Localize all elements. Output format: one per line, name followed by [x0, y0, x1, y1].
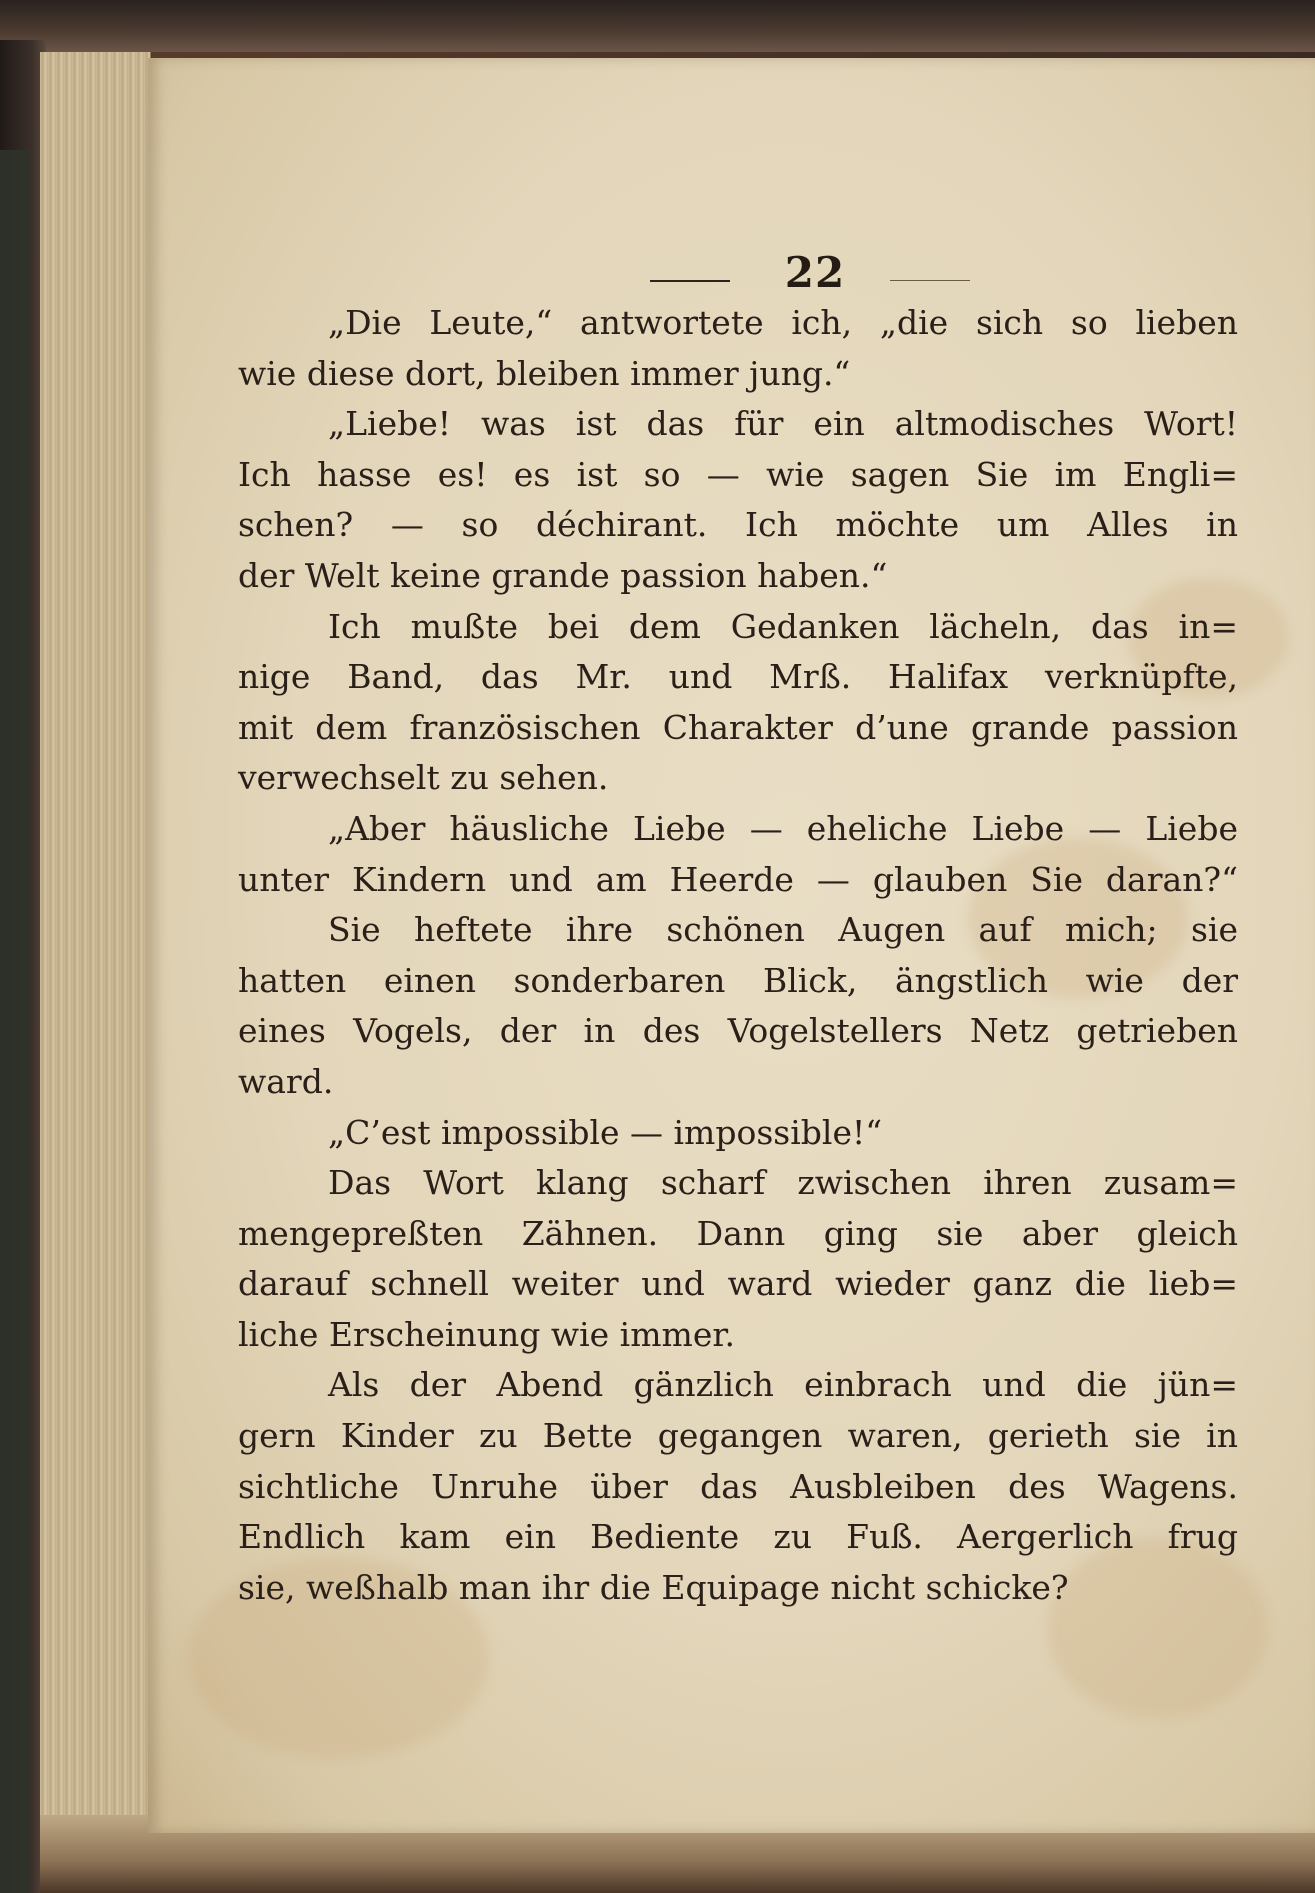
text-line: gern Kinder zu Bette gegangen waren, gerieth sie in — [238, 1416, 1238, 1456]
text-line: „Liebe! was ist das für ein altmodisches Wort! — [328, 404, 1238, 444]
text-line: Ich hasse es! es ist so — wie sagen Sie im Engli= — [238, 454, 1238, 494]
header-rule-left — [650, 280, 730, 282]
text-line: eines Vogels, der in des Vogelstellers Netz getrieben — [238, 1011, 1238, 1051]
text-line: mit dem französischen Charakter d’une grande passion — [238, 707, 1238, 747]
text-line: liche Erscheinung wie immer. — [238, 1314, 735, 1354]
text-line: unter Kindern und am Heerde — glauben Sie daran?“ — [238, 859, 1238, 899]
text-line: Ich mußte bei dem Gedanken lächeln, das in= — [328, 606, 1238, 646]
book-cover-top — [0, 0, 1315, 52]
header-rule-right — [890, 280, 970, 281]
text-line: Das Wort klang scharf zwischen ihren zusam= — [328, 1163, 1238, 1203]
text-line: darauf schnell weiter und ward wieder ganz die lieb= — [238, 1264, 1238, 1304]
cover-spine-strip — [0, 150, 30, 1893]
text-line: mengepreßten Zähnen. Dann ging sie aber gleich — [238, 1213, 1238, 1253]
text-line: verwechselt zu sehen. — [238, 758, 609, 798]
text-line: hatten einen sonderbaren Blick, ängstlich wie der — [238, 960, 1238, 1000]
text-line: schen? — so déchirant. Ich möchte um Alles in — [238, 505, 1238, 545]
text-line: Sie heftete ihre schönen Augen auf mich; sie — [328, 910, 1238, 950]
text-line: Als der Abend gänzlich einbrach und die jün= — [328, 1365, 1238, 1405]
text-line: nige Band, das Mr. und Mrß. Halifax verknüpfte, — [238, 657, 1238, 697]
text-line: Endlich kam ein Bediente zu Fuß. Aergerlich frug — [238, 1517, 1238, 1557]
page-number: 22 — [784, 248, 846, 297]
text-line: sichtliche Unruhe über das Ausbleiben des Wagens. — [238, 1466, 1238, 1506]
body-text — [238, 298, 1238, 1613]
text-line: der Welt keine grande passion haben.“ — [238, 555, 888, 595]
text-line: ward. — [238, 1061, 334, 1101]
text-line: „Die Leute,“ antwortete ich, „die sich so lieben — [328, 303, 1238, 342]
text-line: wie diese dort, bleiben immer jung.“ — [238, 353, 851, 393]
text-line: sie, weßhalb man ihr die Equipage nicht schicke? — [238, 1567, 1069, 1607]
text-line: „C’est impossible — impossible!“ — [328, 1112, 883, 1152]
page-edges — [40, 52, 151, 1842]
text-line: „Aber häusliche Liebe — eheliche Liebe — Liebe — [328, 808, 1238, 848]
